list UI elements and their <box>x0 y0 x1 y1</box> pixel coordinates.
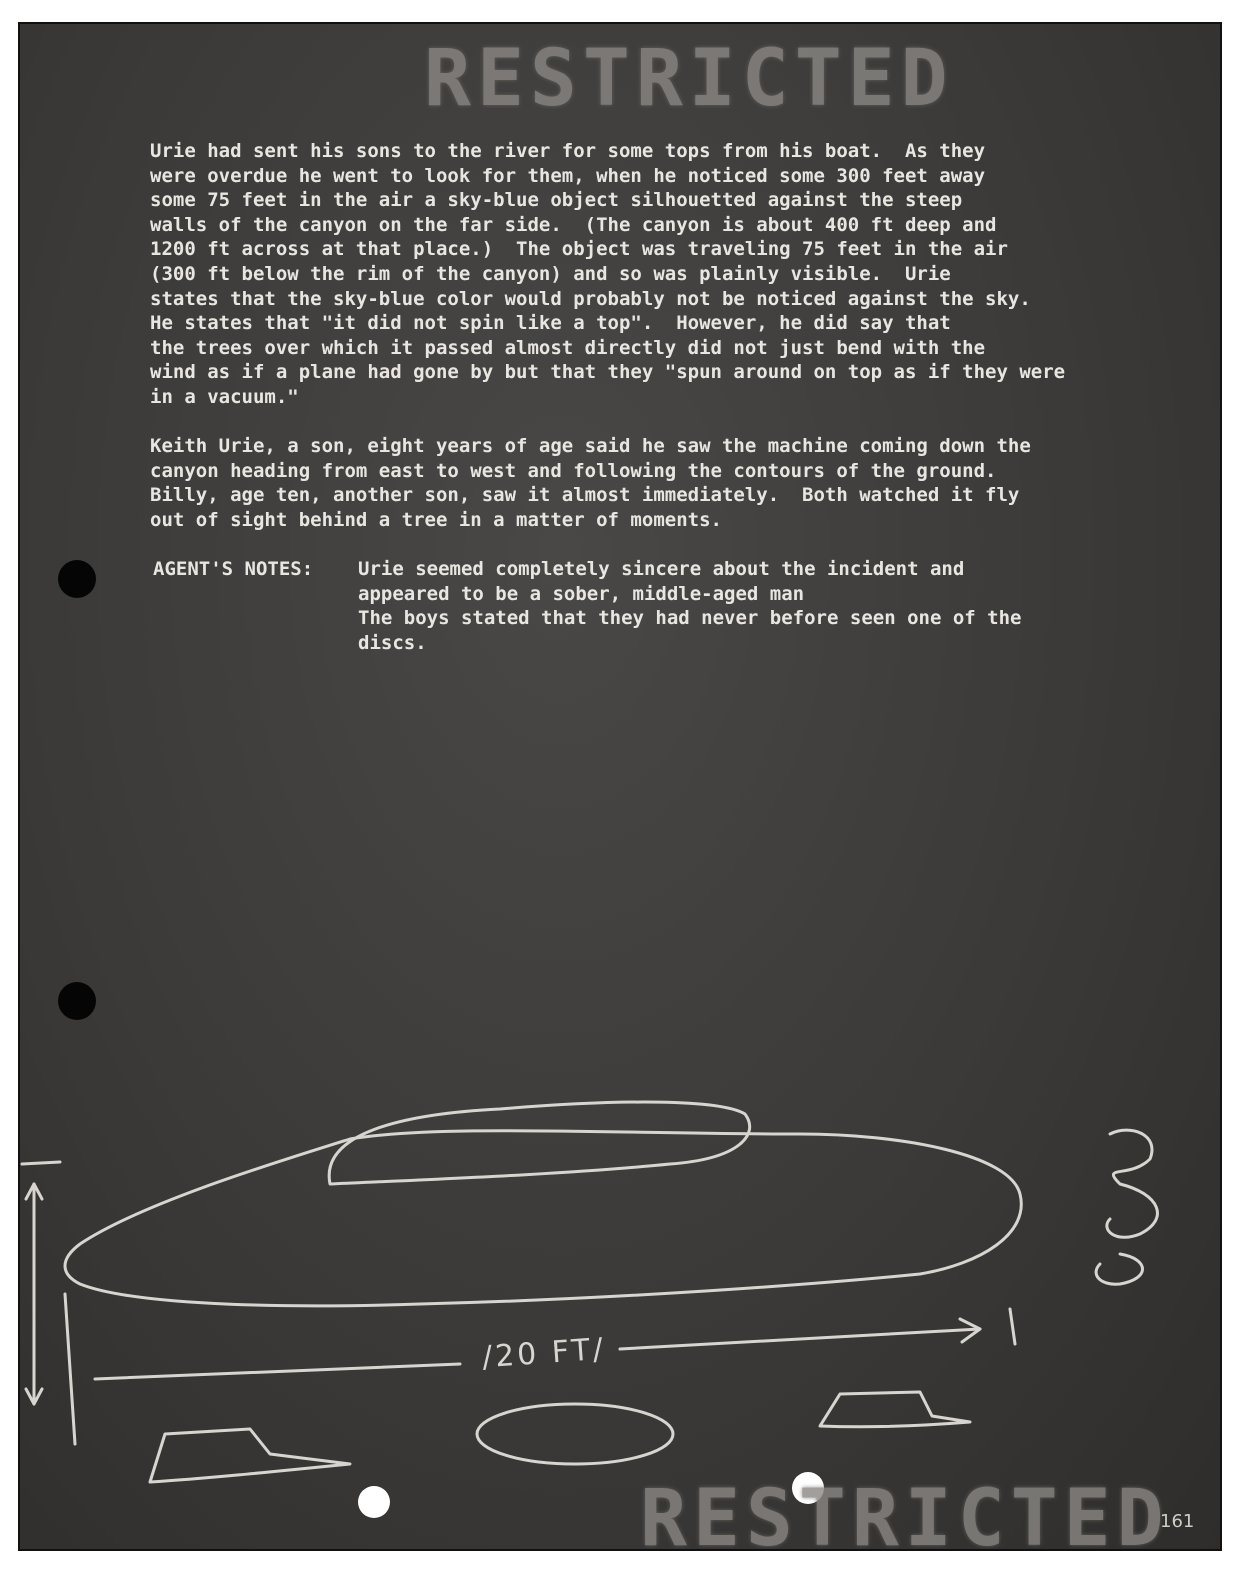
page-number: 161 <box>1160 1511 1195 1532</box>
sketch-width-line-left <box>95 1364 460 1379</box>
restricted-stamp-bottom: RESTRICTED <box>640 1474 1170 1551</box>
paragraph-urie-observation: Urie had sent his sons to the river for some tops from his boat. As they were overdue he went to look for them, when he noticed some 300 feet away some 75 feet in the air a sky-blue object silhouetted against the steep walls of the canyon on the far side. (The canyon is about 400 ft deep and 1200 ft across at that place.) The object was traveling 75 feet in the air (300 ft below the rim of the canyon) and so was plainly visible. Urie states that the sky-blue color would probably not be noticed against the sky. He states that "it did not spin like a top". However, he did say that the trees over which it passed almost directly did not just bend with the wind as if a plane had gone by but that they "spun around on top as if they were in a vacuum." <box>150 140 1066 408</box>
agent-notes-label: AGENT'S NOTES: <box>153 558 314 580</box>
document-page <box>18 22 1222 1551</box>
sketch-small-disc <box>477 1404 673 1464</box>
sketch-object-dome <box>329 1102 750 1184</box>
sketch-side-view-right <box>820 1392 970 1427</box>
restricted-stamp-top: RESTRICTED <box>424 34 954 124</box>
agent-notes-text: Urie seemed completely sincere about the incident and appeared to be a sober, middle-aged man The boys stated that they had never before seen one of the discs. <box>358 558 1022 654</box>
hand-drawn-object-sketch <box>20 24 1220 1549</box>
paragraph-sons-observation: Keith Urie, a son, eight years of age said he saw the machine coming down the canyon heading from east to west and following the contours of the ground. Billy, age ten, another son, saw it almost immediately. Both watched it fly out of sight behind a tree in a matter of moments. <box>150 435 1031 531</box>
sketch-object-body <box>65 1131 1021 1306</box>
sketch-side-view-left <box>150 1429 350 1482</box>
sketch-diagonal <box>65 1294 75 1444</box>
sketch-dimension-label: /20 FT/ <box>480 1331 608 1376</box>
sketch-swirl <box>1096 1130 1157 1284</box>
punch-hole-bottom-left <box>358 1486 390 1518</box>
sketch-width-line-right <box>620 1329 980 1349</box>
sketch-end-mark <box>1010 1309 1015 1344</box>
sketch-left-tick <box>22 1162 60 1164</box>
